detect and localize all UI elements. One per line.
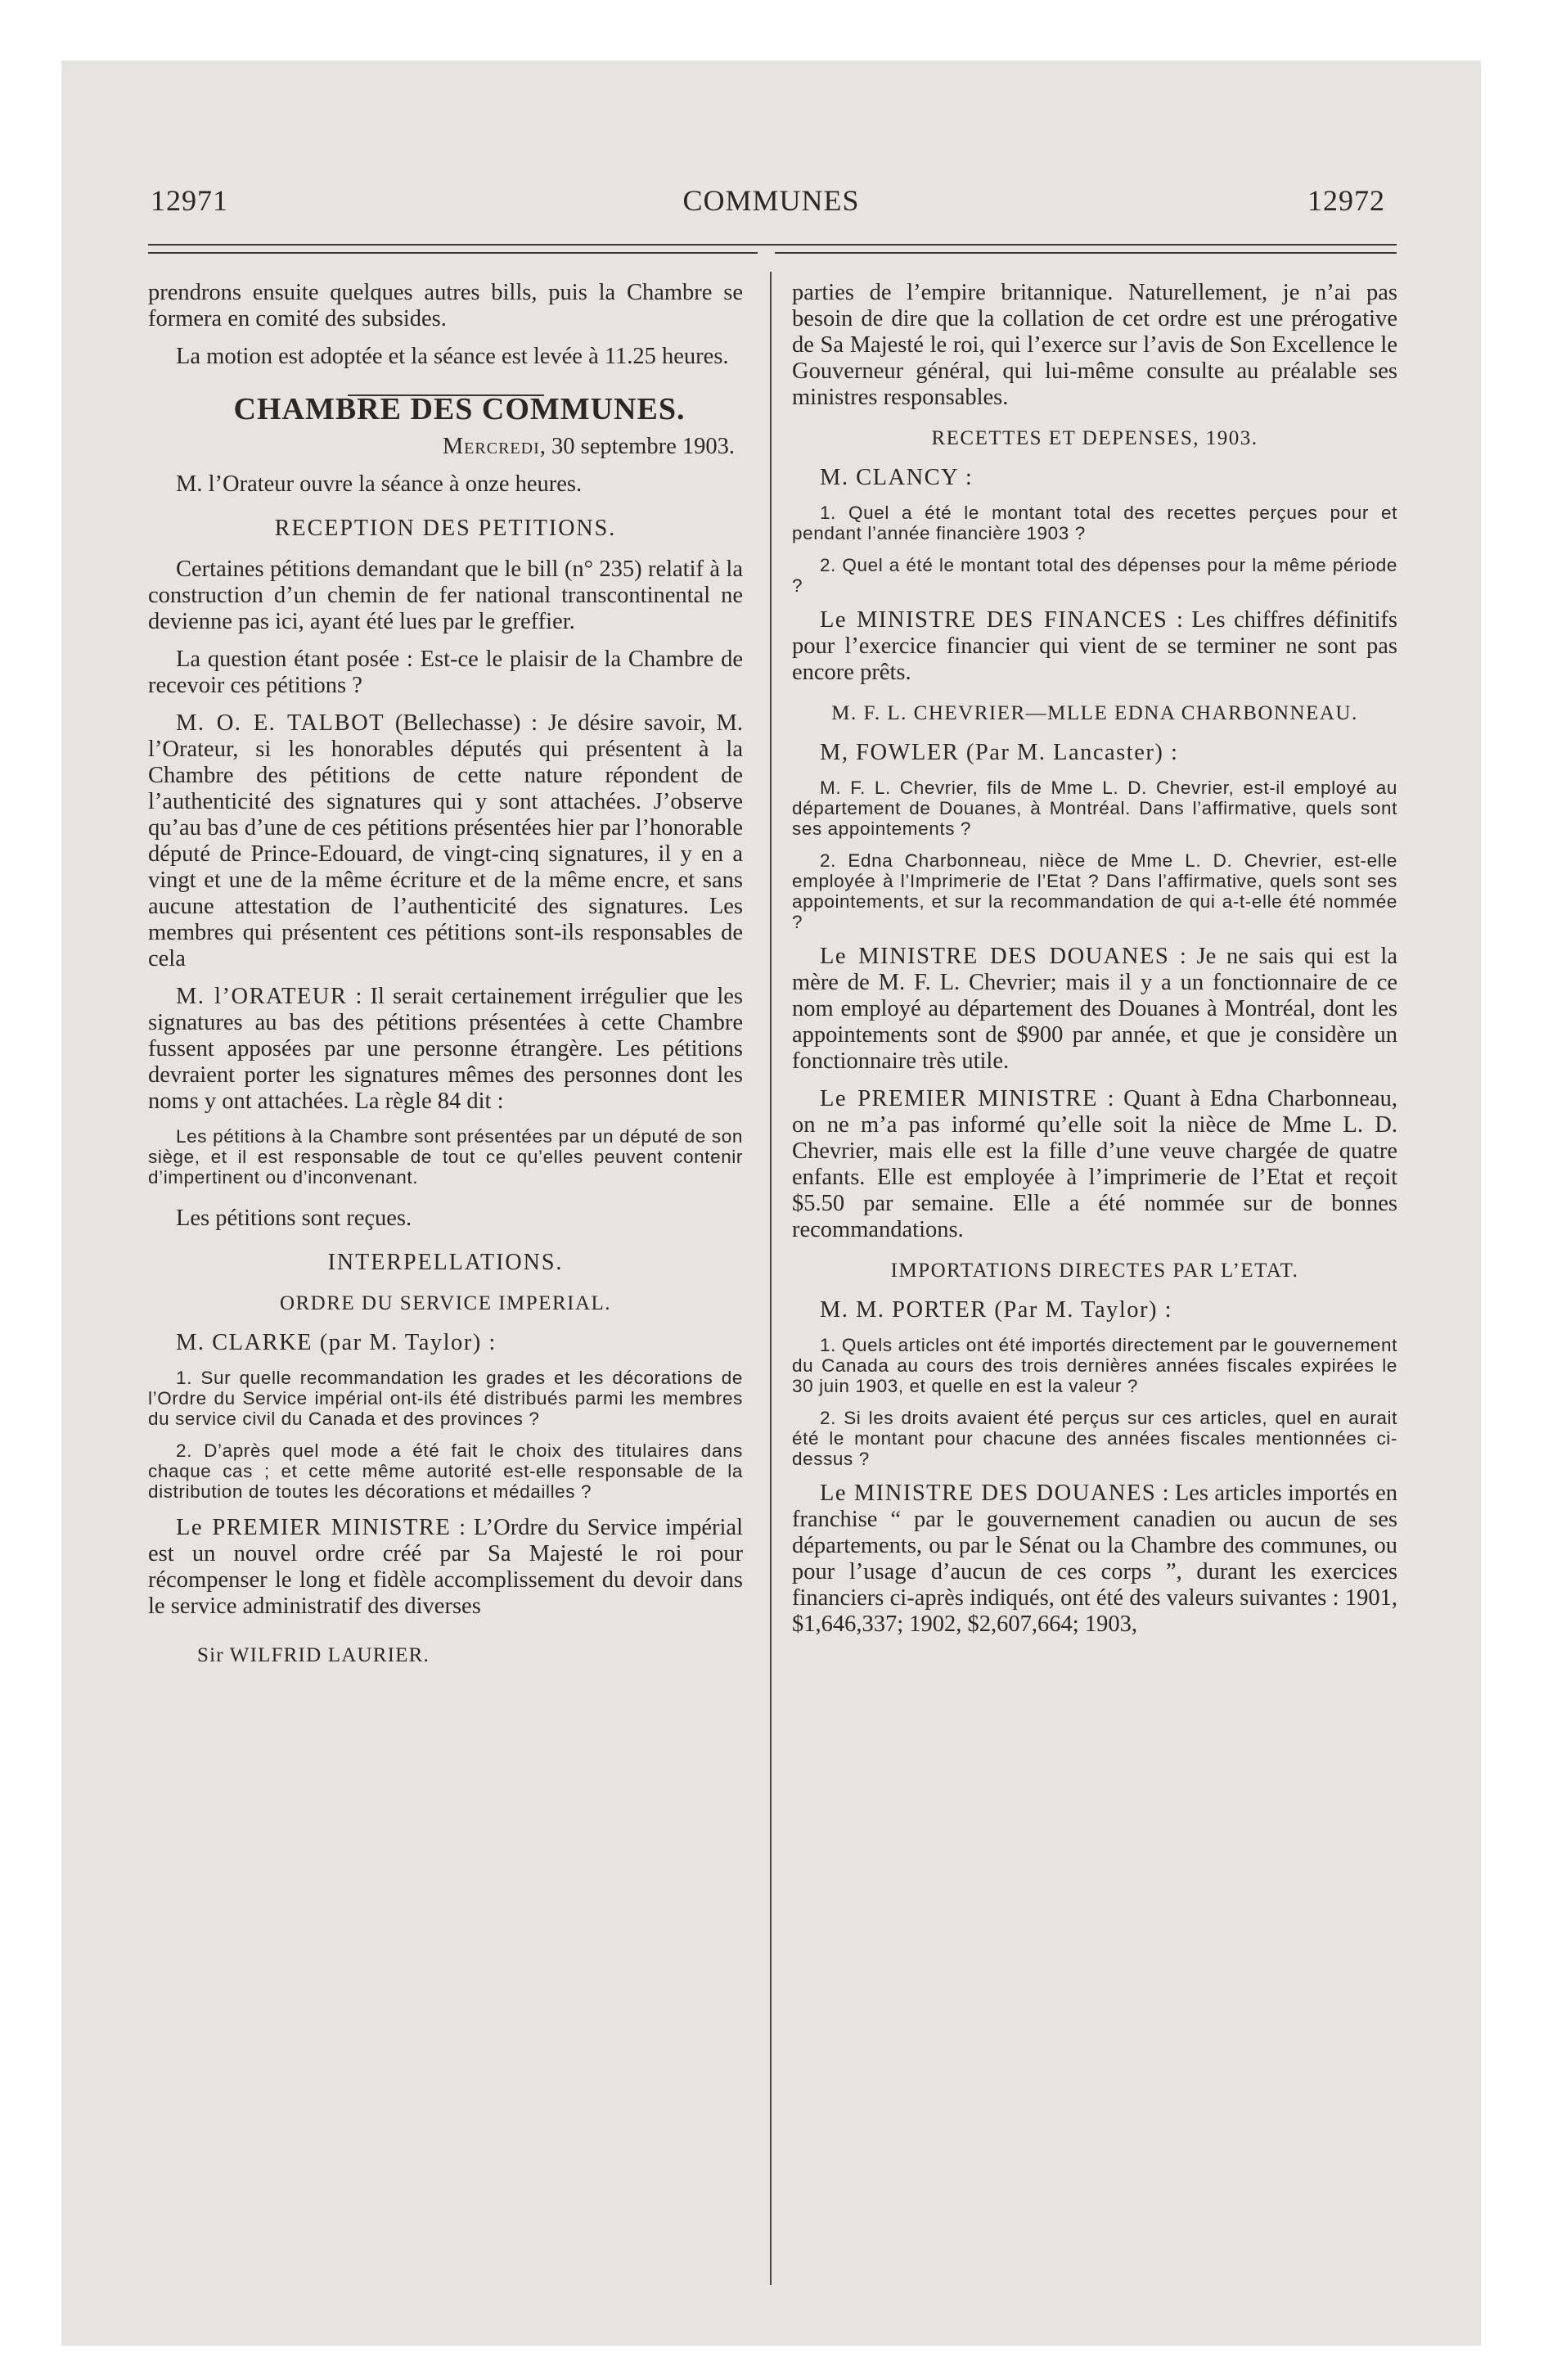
speech-text: : Il serait certainement irrégulier que les signatures au bas des pétitions présentées à cette Chambre fussent apposées par une personne étrangère. Les pétitions devraient porter les signatures mêmes des personnes dont les noms y ont attachées. La règle 84 dit : bbox=[148, 984, 743, 1114]
rule-quote: Les pétitions à la Chambre sont présentées par un député de son siège, et il est responsable de tout ce qu’elles peuvent contenir d’impertinent ou d’inconvenant. bbox=[148, 1126, 743, 1188]
speech-text: (Bellechasse) : Je désire savoir, M. l’Orateur, si les honorables députés qui présentent à la Chambre des pétitions de cette nature répondent de l’authenticité des signatures qui y sont attachées. J’observe qu’au bas d’une de ces pétitions présentées hier par l’honorable député de Prince-Edouard, de vingt-cinq signatures, il y en a vingt et une de la même écriture et de la même encre, et sans aucune attestation de l’authenticité des signatures. Les membres qui présentent ces pétitions sont-ils responsables de cela bbox=[148, 710, 743, 971]
heading-interpellations: INTERPELLATIONS. bbox=[327, 1250, 564, 1275]
speech-finances bbox=[792, 607, 1397, 686]
speech-text: : Les chiffres définitifs pour l’exercice financier qui vient de se terminer ne sont pas encore prêts. bbox=[792, 607, 1397, 685]
paragraph: M. l’Orateur ouvre la séance à onze heures. bbox=[176, 471, 583, 497]
heading-importations: IMPORTATIONS DIRECTES PAR L’ETAT. bbox=[890, 1260, 1299, 1282]
heading-ordre: ORDRE DU SERVICE IMPERIAL. bbox=[279, 1292, 612, 1314]
speech-premier bbox=[148, 1515, 743, 1620]
speech-text: : L’Ordre du Service impérial est un nouvel ordre créé par Sa Majesté le roi pour récompenser le long et fidèle accomplissement du devoir dans le service administratif des diverses bbox=[148, 1515, 743, 1619]
question-item: 1. Quel a été le montant total des recettes perçues pour et pendant l’année financière 1903 ? bbox=[792, 503, 1397, 543]
speech-douanes bbox=[792, 944, 1397, 1075]
date-day: Mercredi bbox=[442, 434, 540, 459]
speech-premier bbox=[792, 1086, 1397, 1243]
speaker-name: M. O. E. TALBOT bbox=[176, 710, 385, 736]
heading-recettes: RECETTES ET DEPENSES, 1903. bbox=[931, 427, 1258, 449]
question-item: 1. Quels articles ont été importés directement par le gouvernement du Canada au cours des trois dernières années fiscales expirées le 30 juin 1903, et quelle en est la valeur ? bbox=[792, 1335, 1397, 1396]
question-item: 2. D’après quel mode a été fait le choix des titulaires dans chaque cas ; et cette même autorité est-elle responsable de la distribution de toutes les décorations et médailles ? bbox=[148, 1440, 743, 1502]
speech-talbot bbox=[148, 710, 743, 972]
question-item: M. F. L. Chevrier, fils de Mme L. D. Chevrier, est-il employé au département de Douanes, à Montréal. Dans l’affirmative, quels sont ses appointements ? bbox=[792, 778, 1397, 839]
header-rule-left bbox=[148, 252, 758, 254]
speech-douanes-2 bbox=[792, 1481, 1397, 1638]
speaker-name: Le PREMIER MINISTRE bbox=[820, 1086, 1098, 1111]
signature: Sir WILFRID LAURIER. bbox=[197, 1644, 430, 1666]
header-rule-right bbox=[775, 252, 1397, 254]
question-item: 2. Quel a été le montant total des dépenses pour la même période ? bbox=[792, 555, 1397, 596]
question-item: 2. Si les droits avaient été perçus sur ces articles, quel en aurait été le montant pour chacune des années fiscales mentionnées ci-dessus ? bbox=[792, 1408, 1397, 1469]
speech-orateur bbox=[148, 984, 743, 1115]
page-number-left: 12971 bbox=[151, 184, 228, 217]
paragraph: prendrons ensuite quelques autres bills, puis la Chambre se formera en comité des subsides. bbox=[148, 280, 743, 331]
paragraph: La motion est adoptée et la séance est levée à 11.25 heures. bbox=[176, 344, 729, 369]
paragraph: Certaines pétitions demandant que le bill (n° 235) relatif à la construction d’un chemin de fer national transcontinental ne devienne pas ici, ayant été lues par le greffier. bbox=[148, 557, 743, 634]
heading-petitions: RECEPTION DES PETITIONS. bbox=[274, 516, 617, 541]
question-item: 2. Edna Charbonneau, nièce de Mme L. D. Chevrier, est-elle employée à l’Imprimerie de l’Etat ? Dans l’affirmative, quels sont ses appointements, et sur la recommandation de qui a-t-elle été nommée ? bbox=[792, 850, 1397, 932]
right-column bbox=[792, 280, 1397, 1649]
running-title: COMMUNES bbox=[682, 184, 860, 217]
column-divider bbox=[770, 272, 772, 2285]
speech-text: : Les articles importés en franchise “ par le gouvernement canadien ou aucun de ses départements, ou par le Sénat ou la Chambre des communes, ou pour l’usage d’aucun de ces corps ”, durant les exercices financiers ci-après indiqués, ont été des valeurs suivantes : 1901, $1,646,337; 1902, $2,607,664; 1903, bbox=[792, 1481, 1397, 1637]
question-author: M. CLANCY : bbox=[820, 465, 974, 490]
paragraph: parties de l’empire britannique. Naturellement, je n’ai pas besoin de dire que la collation de cet ordre est une prérogative de Sa Majesté le roi, qui l’exerce sur l’avis de Son Excellence le Gouverneur général, qui lui-même consulte au préalable ses ministres responsables. bbox=[792, 280, 1397, 410]
question-author: M, FOWLER (Par M. Lancaster) : bbox=[820, 740, 1179, 765]
question-item: 1. Sur quelle recommandation les grades et les décorations de l’Ordre du Service impérial ont-ils été distribués parmi les membres du service civil du Canada et des provinces ? bbox=[148, 1368, 743, 1429]
left-column bbox=[148, 280, 743, 1680]
header-rule-top bbox=[148, 244, 1397, 246]
speaker-name: Le MINISTRE DES DOUANES bbox=[820, 1481, 1157, 1506]
speaker-name: Le MINISTRE DES DOUANES bbox=[820, 944, 1170, 969]
heading-chevrier: M. F. L. CHEVRIER—MLLE EDNA CHARBONNEAU. bbox=[831, 702, 1358, 724]
section-title: CHAMBRE DES COMMUNES. bbox=[233, 392, 686, 426]
speaker-name: Le PREMIER MINISTRE bbox=[176, 1515, 452, 1540]
speech-text: : Quant à Edna Charbonneau, on ne m’a pas informé qu’elle soit la nièce de Mme L. D. Chevrier, mais elle est la fille d’une veuve chargée de quatre enfants. Elle est employée à l’imprimerie de l’Etat et reçoit $5.50 par semaine. Elle a été nommée sur de bonnes recommandations. bbox=[792, 1086, 1397, 1242]
scanned-page bbox=[61, 61, 1481, 2346]
paragraph: La question étant posée : Est-ce le plaisir de la Chambre de recevoir ces pétitions ? bbox=[148, 647, 743, 698]
paragraph: Les pétitions sont reçues. bbox=[176, 1206, 412, 1231]
question-author: M. M. PORTER (Par M. Taylor) : bbox=[820, 1297, 1173, 1323]
question-author: M. CLARKE (par M. Taylor) : bbox=[176, 1330, 497, 1355]
speech-text: : Je ne sais qui est la mère de M. F. L. Chevrier; mais il y a un fonctionnaire de ce nom employé au département des Douanes à Montréal, dont les appointements sont de $900 par année, et que je considère un fonctionnaire très utile. bbox=[792, 944, 1397, 1074]
speaker-name: M. l’ORATEUR bbox=[176, 984, 348, 1009]
speaker-name: Le MINISTRE DES FINANCES bbox=[820, 607, 1168, 633]
date-rest: , 30 septembre 1903. bbox=[539, 434, 735, 459]
sitting-date bbox=[148, 434, 743, 460]
page-number-right: 12972 bbox=[1307, 184, 1385, 217]
